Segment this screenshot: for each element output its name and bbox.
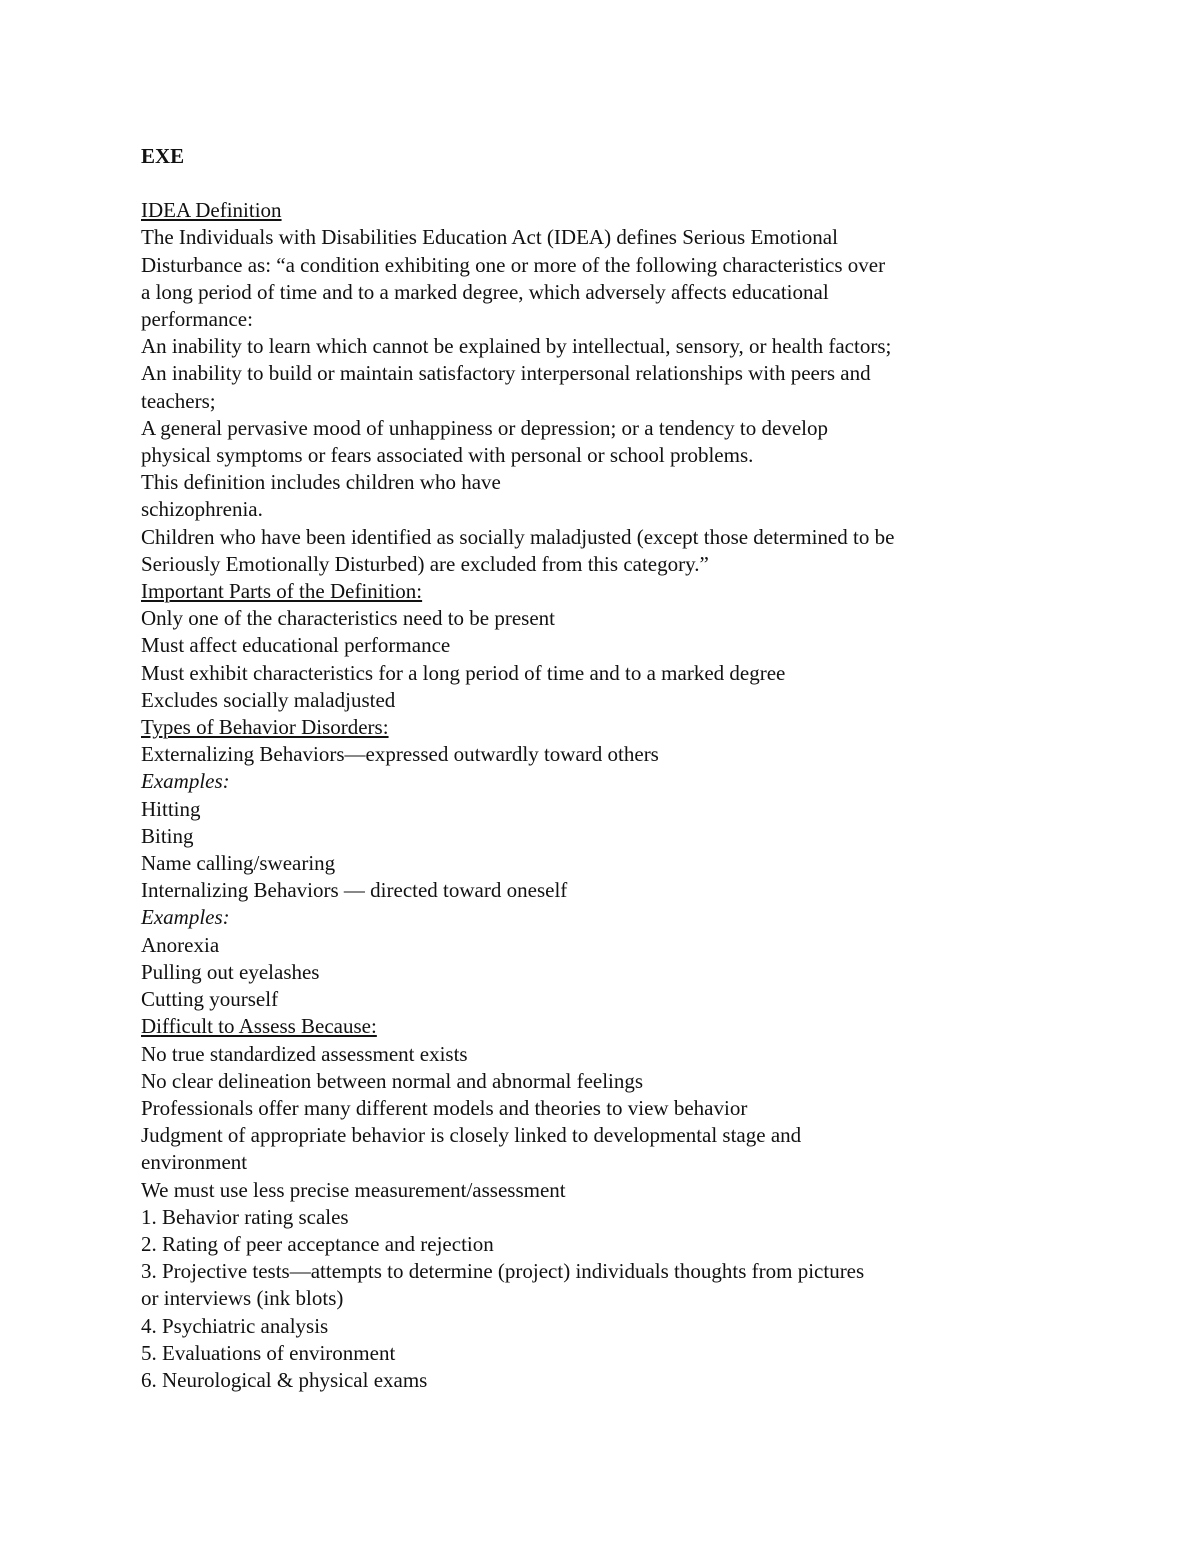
text-line: This definition includes children who have [141,470,501,495]
example-item: Hitting [141,796,201,821]
example-item: Cutting yourself [141,987,279,1012]
section-heading-difficult-to-assess: Difficult to Assess Because: [141,1014,377,1039]
list-item: 3. Projective tests—attempts to determine (project) individuals thoughts from pictures [141,1259,865,1284]
document-page [141,143,1041,1394]
list-item: 4. Psychiatric analysis [141,1313,329,1338]
text-line: teachers; [141,388,216,413]
document-title: EXE [141,144,185,168]
text-line: Children who have been identified as socially maladjusted (except those determined to be [141,524,895,549]
text-line: Must affect educational performance [141,633,451,658]
section-heading-idea-definition: IDEA Definition [141,198,282,223]
list-item: 6. Neurological & physical exams [141,1367,428,1392]
section-heading-types-of-behavior-disorders: Types of Behavior Disorders: [141,715,389,740]
text-line: Externalizing Behaviors—expressed outwardly toward others [141,742,659,767]
example-item: Pulling out eyelashes [141,959,320,984]
text-line: No true standardized assessment exists [141,1041,468,1066]
text-line: The Individuals with Disabilities Education Act (IDEA) defines Serious Emotional [141,225,838,250]
text-line: Must exhibit characteristics for a long period of time and to a marked degree [141,660,786,685]
text-line: Seriously Emotionally Disturbed) are excluded from this category.” [141,551,709,576]
text-line: Excludes socially maladjusted [141,687,396,712]
text-line: environment [141,1150,248,1175]
list-item: 2. Rating of peer acceptance and rejection [141,1231,494,1256]
text-line: a long period of time and to a marked degree, which adversely affects educational [141,279,829,304]
example-item: Anorexia [141,932,220,957]
text-line: schizophrenia. [141,497,263,522]
text-line: performance: [141,307,253,332]
text-line: Only one of the characteristics need to be present [141,606,556,631]
text-line: Internalizing Behaviors — directed toward oneself [141,878,568,903]
example-item: Name calling/swearing [141,851,336,876]
text-line: A general pervasive mood of unhappiness or depression; or a tendency to develop [141,415,828,440]
text-line: Judgment of appropriate behavior is closely linked to developmental stage and [141,1123,802,1148]
text-line: We must use less precise measurement/assessment [141,1177,566,1202]
text-line: No clear delineation between normal and abnormal feelings [141,1068,644,1093]
example-item: Biting [141,823,194,848]
list-item: or interviews (ink blots) [141,1286,344,1311]
text-line: An inability to build or maintain satisfactory interpersonal relationships with peers and [141,361,871,386]
text-line: Professionals offer many different models and theories to view behavior [141,1095,748,1120]
text-line: physical symptoms or fears associated with personal or school problems. [141,443,754,468]
list-item: 5. Evaluations of environment [141,1340,396,1365]
text-line: Disturbance as: “a condition exhibiting one or more of the following characteristics over [141,252,886,277]
list-item: 1. Behavior rating scales [141,1204,349,1229]
examples-label: Examples: [141,905,230,930]
examples-label: Examples: [141,769,230,794]
section-heading-important-parts: Important Parts of the Definition: [141,579,423,604]
text-line: An inability to learn which cannot be explained by intellectual, sensory, or health factors; [141,334,892,359]
